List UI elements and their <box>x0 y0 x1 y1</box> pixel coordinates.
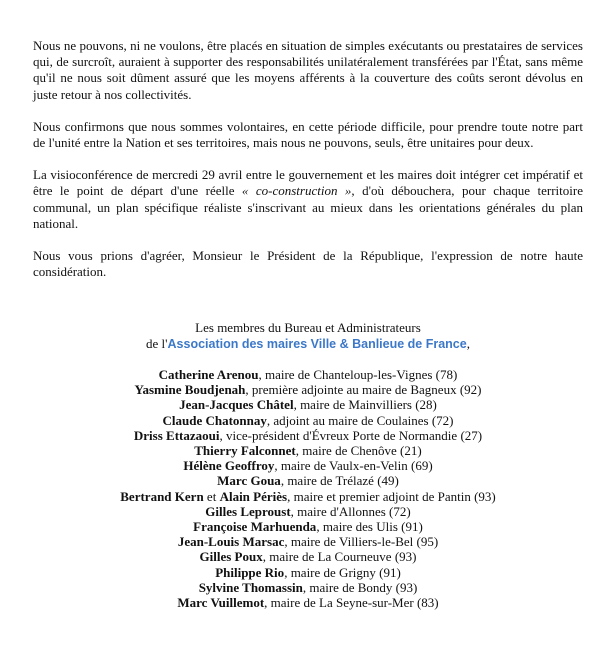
member-role: , adjoint au maire de Coulaines (72) <box>266 412 454 428</box>
member-role: , maire et premier adjoint de Pantin (93) <box>287 488 496 504</box>
member-item <box>33 413 583 428</box>
member-item <box>33 367 583 382</box>
member-name: Gilles Leproust <box>205 503 291 519</box>
member-name: Bertrand Kern <box>120 488 204 504</box>
member-name: Marc Goua <box>217 473 281 489</box>
member-item <box>33 565 583 580</box>
member-role: , maire de Chanteloup-les-Vignes (78) <box>258 367 458 382</box>
member-name: Driss Ettazaoui <box>133 427 220 443</box>
member-name: Marc Vuillemot <box>177 595 265 611</box>
letter-page <box>33 38 583 611</box>
member-item <box>33 382 583 397</box>
member-item <box>33 473 583 488</box>
member-item <box>33 534 583 549</box>
member-role: , maire d'Allonnes (72) <box>290 503 411 519</box>
member-name: Claude Chatonnay <box>162 412 267 428</box>
member-connector: et <box>203 488 220 504</box>
member-item <box>33 458 583 473</box>
member-name: Yasmine Boudjenah <box>134 382 246 398</box>
member-name-2: Alain Périès <box>219 488 288 504</box>
co-construction-emphasis: « co-construction » <box>241 183 352 199</box>
member-role: , maire de Villiers-le-Bel (95) <box>284 534 439 550</box>
member-name: Gilles Poux <box>199 549 263 565</box>
member-role: , maire de Trélazé (49) <box>280 473 399 489</box>
member-item <box>33 549 583 564</box>
member-name: Catherine Arenou <box>158 367 259 382</box>
signature-suffix: , <box>466 336 470 351</box>
member-list <box>33 367 583 610</box>
signature-prefix: de l' <box>146 336 168 351</box>
member-role: , première adjointe au maire de Bagneux (92) <box>245 382 482 398</box>
member-item <box>33 428 583 443</box>
member-role: , vice-président d'Évreux Porte de Normandie (27) <box>219 427 483 443</box>
paragraph-volunteers: Nous confirmons que nous sommes volontaires, en cette période difficile, pour prendre toute notre part de l'unité entre la Nation et ses territoires, mais nous ne pouvons, seuls, être unitaires pour deux. <box>33 118 583 151</box>
member-item <box>33 504 583 519</box>
member-name: Thierry Falconnet <box>194 443 296 459</box>
member-item <box>33 580 583 595</box>
member-item <box>33 443 583 458</box>
paragraph-videoconference-start: La visioconférence de mercredi 29 avril entre le gouvernement et les maires doit intégrer cet impératif et être le point de départ d'une réelle <box>33 167 583 199</box>
member-name: Philippe Rio <box>215 564 285 580</box>
member-role: , maire de Vaulx-en-Velin (69) <box>274 458 433 474</box>
member-item <box>33 595 583 610</box>
signature-line-1: Les membres du Bureau et Administrateurs <box>195 320 421 335</box>
association-name: Association des maires Ville & Banlieue de France <box>167 337 467 351</box>
paragraph-videoconference-end: , d'où débouchera, pour chaque territoire communal, un plan spécifique réaliste s'inscrivant au mieux dans les orientations générales du plan national. <box>33 183 583 231</box>
member-role: , maire de Chenôve (21) <box>295 443 422 459</box>
paragraph-videoconference <box>33 167 583 232</box>
signature-line-2 <box>33 336 583 352</box>
member-role: , maire de La Seyne-sur-Mer (83) <box>264 595 439 611</box>
member-role: , maire de La Courneuve (93) <box>262 549 417 565</box>
closing-formula: Nous vous prions d'agréer, Monsieur le Président de la République, l'expression de notre haute considération. <box>33 248 583 280</box>
member-role: , maire de Mainvilliers (28) <box>293 397 437 413</box>
member-name: Sylvine Thomassin <box>198 579 303 595</box>
member-name: Françoise Marhuenda <box>193 519 317 535</box>
member-name: Jean-Jacques Châtel <box>179 397 294 413</box>
paragraph-responsibilities: Nous ne pouvons, ni ne voulons, être placés en situation de simples exécutants ou prestataires de services qui, de surcroît, auraient à supporter des responsabilités unilatéralement transférées par l'État, sans même qu'il ne nous soit dûment assuré que les moyens afférents à la couverture des coûts seront dévolus en juste retour à nos collectivités. <box>33 38 583 102</box>
signature-heading <box>33 320 583 352</box>
member-name: Hélène Geoffroy <box>183 458 275 474</box>
member-role: , maire de Grigny (91) <box>284 564 401 580</box>
member-item <box>33 397 583 412</box>
member-role: , maire des Ulis (91) <box>316 519 423 535</box>
member-item <box>33 489 583 504</box>
member-name: Jean-Louis Marsac <box>177 534 285 550</box>
member-item <box>33 519 583 534</box>
member-role: , maire de Bondy (93) <box>302 579 418 595</box>
